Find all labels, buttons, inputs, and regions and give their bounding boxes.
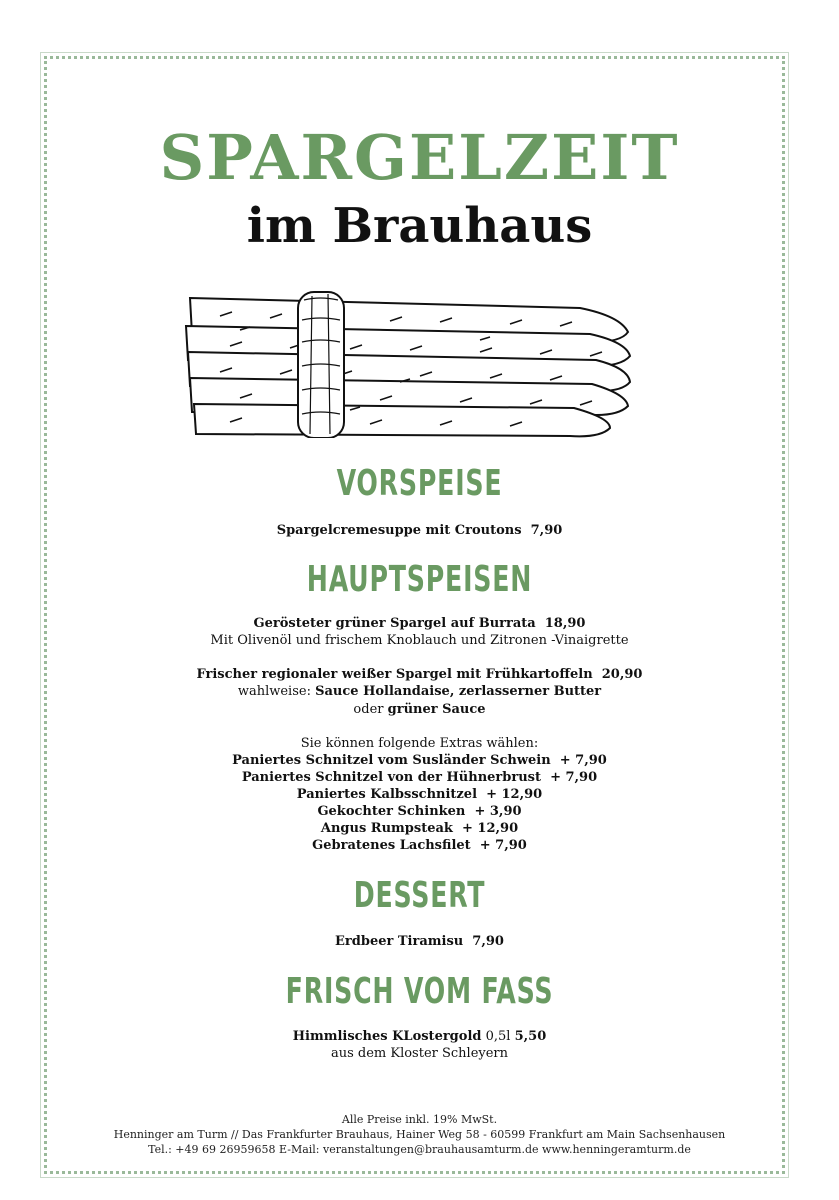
extra-price: + 7,90 [550,770,598,785]
extra-name: Angus Rumpsteak [320,821,453,836]
choice-green-sauce: grüner Sauce [387,702,486,717]
extra-price: + 12,90 [486,787,543,802]
choice-prefix: wahlweise: [237,684,311,699]
menu-item [0,615,839,632]
asparagus-bundle-icon [180,286,632,438]
extra-price: + 3,90 [474,804,522,819]
extra-price: + 7,90 [479,838,527,853]
choice-prefix-alt: oder [353,702,384,717]
menu-title: SPARGELZEIT [159,121,680,194]
item-price: 18,90 [544,616,586,631]
footer-address: Henninger am Turm // Das Frankfurter Brauhaus, Hainer Weg 58 - 60599 Frankfurt am Main Sachsenhausen [113,1128,726,1141]
item-name: Gerösteter grüner Spargel auf Burrata [253,616,536,631]
extra-name: Paniertes Schnitzel vom Susländer Schwein [232,753,551,768]
extras-intro: Sie können folgende Extras wählen: [300,736,539,751]
item-name: Erdbeer Tiramisu [335,934,464,949]
extra-item [0,837,839,854]
choice-sauces: Sauce Hollandaise, zerlasserner Butter [315,684,602,699]
extra-item [0,803,839,820]
item-choice [0,683,839,700]
extra-price: + 7,90 [559,753,607,768]
item-name: Frischer regionaler weißer Spargel mit Frühkartoffeln [196,667,593,682]
menu-subtitle: im Brauhaus [246,198,593,254]
menu-item [0,933,839,950]
section-heading-vorspeise: VORSPEISE [336,463,503,504]
footer-vat-note: Alle Preise inkl. 19% MwSt. [341,1113,498,1126]
item-price: 7,90 [472,934,504,949]
item-name: Spargelcremesuppe mit Croutons [276,523,522,538]
extra-name: Paniertes Kalbsschnitzel [296,787,478,802]
section-heading-dessert: DESSERT [353,875,486,916]
item-choice-alt [0,701,839,718]
extra-item [0,769,839,786]
extra-price: + 12,90 [461,821,519,836]
extra-name: Paniertes Schnitzel von der Hühnerbrust [241,770,541,785]
item-name: Himmlisches KLostergold [292,1029,482,1044]
section-heading-hauptspeisen: HAUPTSPEISEN [306,559,533,600]
extra-item [0,786,839,803]
item-price: 7,90 [530,523,563,538]
footer-contact: Tel.: +49 69 26959658 E-Mail: veranstaltungen@brauhausamturm.de www.henningeramturm.de [148,1143,691,1156]
menu-item [0,666,839,683]
item-description: Mit Olivenöl und frischem Knoblauch und Zitronen -Vinaigrette [210,633,629,648]
extra-item [0,752,839,769]
extra-name: Gebratenes Lachsfilet [312,838,471,853]
item-size: 0,5l [485,1029,511,1044]
item-price: 5,50 [514,1029,547,1044]
extra-item [0,820,839,837]
item-price: 20,90 [601,667,643,682]
menu-item [0,522,839,539]
item-description: aus dem Kloster Schleyern [330,1046,509,1061]
section-heading-frisch-vom-fass: FRISCH VOM FASS [285,971,554,1012]
menu-item [0,1028,839,1045]
extra-name: Gekochter Schinken [317,804,466,819]
